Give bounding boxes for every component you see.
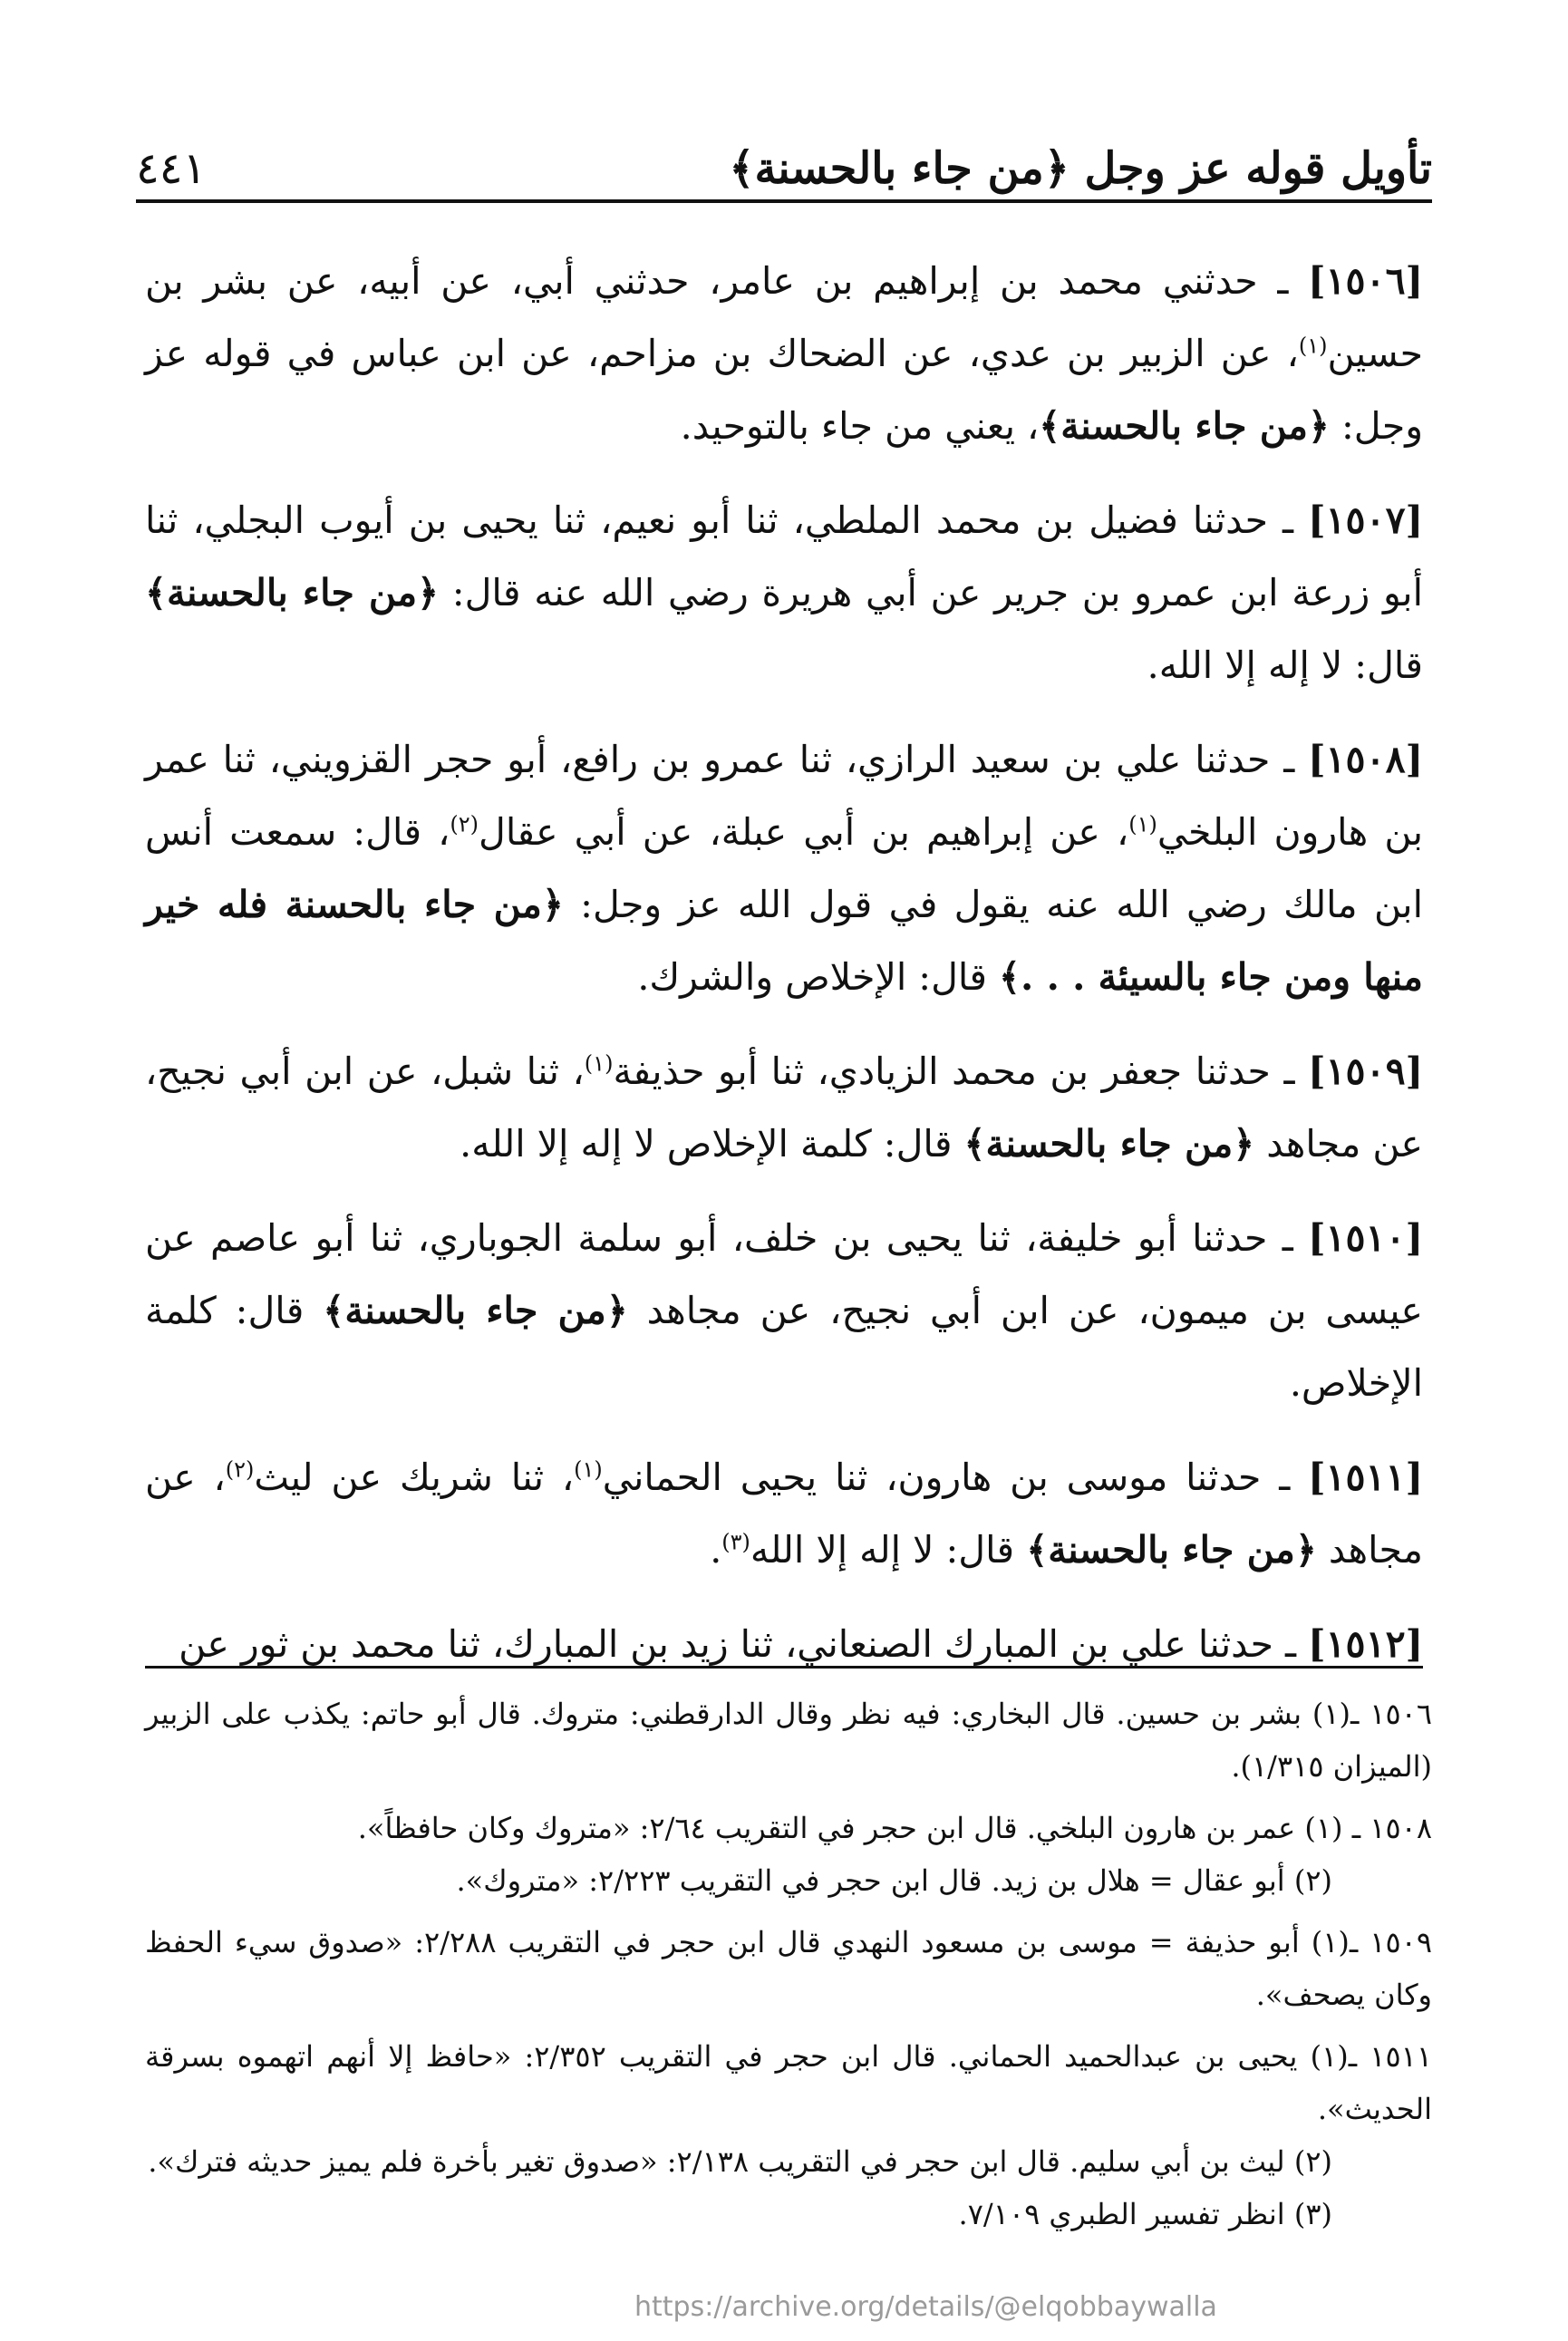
hadith-text: ، يعني من جاء بالتوحيد. bbox=[680, 404, 1040, 448]
footnote-marker: (١) bbox=[1128, 811, 1157, 837]
hadith-text: قال: لا إله إلا الله bbox=[750, 1528, 1027, 1572]
hadith-text: ، عن مجاهد bbox=[145, 1456, 1423, 1572]
quran-quote: ﴿من جاء بالحسنة﴾ bbox=[1026, 1528, 1317, 1572]
quran-quote: ﴿من جاء بالحسنة﴾ bbox=[145, 571, 440, 614]
hadith-number: [١٥١٢] bbox=[1308, 1622, 1423, 1666]
footnote-subtext: (٣) انظر تفسير الطبري ٧/١٠٩. bbox=[958, 2197, 1332, 2231]
hadith-number: [١٥٠٧] bbox=[1308, 498, 1423, 542]
hadith-text: قال: كلمة الإخلاص. bbox=[145, 1289, 1423, 1405]
hadith-number: [١٥١١] bbox=[1308, 1456, 1423, 1499]
footnote-marker: (١) bbox=[584, 1050, 614, 1077]
hadith-text: ، عن الزبير بن عدي، عن الضحاك بن مزاحم، عن ابن عباس في قوله عز وجل: bbox=[145, 332, 1423, 448]
quran-quote: ﴿من جاء بالحسنة﴾ bbox=[963, 1122, 1255, 1166]
hadith-number: [١٥٠٨] bbox=[1308, 738, 1423, 781]
footnote-1511 bbox=[145, 2030, 1432, 2240]
hadith-text: ـ حدثنا جعفر بن محمد الزيادي، ثنا أبو حذيفة bbox=[613, 1050, 1309, 1093]
footnotes bbox=[145, 1688, 1432, 2249]
hadith-number: [١٥٠٦] bbox=[1308, 259, 1423, 303]
footnote-marker: (٣) bbox=[721, 1529, 750, 1555]
footnote-divider bbox=[145, 1666, 1423, 1669]
hadith-text: . bbox=[710, 1528, 722, 1572]
hadith-text: ، قال: سمعت أنس ابن مالك رضي الله عنه يقول في قول الله عز وجل: bbox=[145, 810, 1423, 926]
hadith-text: ، ثنا شبل، عن ابن أبي نجيح، عن مجاهد bbox=[145, 1050, 1423, 1166]
hadith-text: ، عن إبراهيم بن أبي عبلة، عن أبي عقال bbox=[479, 810, 1129, 854]
quran-quote: ﴿من جاء بالحسنة فله خير منها ومن جاء بالسيئة . . .﴾ bbox=[145, 883, 1423, 999]
hadith-text: قال: كلمة الإخلاص لا إله إلا الله. bbox=[460, 1122, 964, 1166]
footnote-1509 bbox=[145, 1916, 1432, 2021]
hadith-1506 bbox=[145, 245, 1423, 462]
footnote-text: ١٥٠٨ ـ (١) عمر بن هارون البلخي. قال ابن حجر في التقريب ٢/٦٤: «متروك وكان حافظاً». bbox=[357, 1811, 1432, 1845]
hadith-text: ـ حدثنا موسى بن هارون، ثنا يحيى الحماني bbox=[602, 1456, 1309, 1499]
hadith-1507 bbox=[145, 484, 1423, 701]
footnote-marker: (١) bbox=[1298, 333, 1328, 359]
footnote-text: ١٥١١ ـ(١) يحيى بن عبدالحميد الحماني. قال ابن حجر في التقريب ٢/٣٥٢: «حافظ إلا أنهم اتهموه بسرقة الحديث». bbox=[145, 2039, 1432, 2126]
footnote-subtext: (٢) ليث بن أبي سليم. قال ابن حجر في التقريب ٢/١٣٨: «صدوق تغير بأخرة فلم يميز حديثه فترك». bbox=[148, 2144, 1332, 2179]
page-number: ٤٤١ bbox=[136, 143, 207, 194]
hadith-text: ـ حدثنا علي بن سعيد الرازي، ثنا عمرو بن رافع، أبو حجر القزويني، ثنا عمر بن هارون البلخي bbox=[145, 738, 1423, 854]
hadith-text: ـ حدثنا فضيل بن محمد الملطي، ثنا أبو نعيم، ثنا يحيى بن أيوب البجلي، ثنا أبو زرعة ابن عمرو بن جرير عن أبي هريرة رضي الله عنه قال: bbox=[145, 498, 1423, 614]
hadith-1508 bbox=[145, 723, 1423, 1013]
footnote-1506 bbox=[145, 1688, 1432, 1793]
hadith-text: ـ حدثنا علي بن المبارك الصنعاني، ثنا زيد بن المبارك، ثنا محمد بن ثور عن bbox=[179, 1622, 1309, 1666]
hadith-1512 bbox=[145, 1608, 1423, 1680]
page-header bbox=[136, 127, 1432, 203]
footnote-1508 bbox=[145, 1802, 1432, 1907]
hadith-text: ، ثنا شريك عن ليث bbox=[254, 1456, 575, 1499]
footnote-subtext: (٢) أبو عقال = هلال بن زيد. قال ابن حجر في التقريب ٢/٢٢٣: «متروك». bbox=[456, 1863, 1332, 1898]
hadith-number: [١٥١٠] bbox=[1308, 1216, 1423, 1260]
hadith-text: ـ حدثنا أبو خليفة، ثنا يحيى بن خلف، أبو سلمة الجوباري، ثنا أبو عاصم عن عيسى بن ميمون، عن ابن أبي نجيح، عن مجاهد bbox=[145, 1216, 1423, 1332]
footnote-text: ١٥٠٦ ـ(١) بشر بن حسين. قال البخاري: فيه نظر وقال الدارقطني: متروك. قال أبو حاتم: يكذب على الزبير (الميزان ١/٣١٥). bbox=[145, 1697, 1433, 1784]
footnote-marker: (٢) bbox=[450, 811, 479, 837]
hadith-text: قال: لا إله إلا الله. bbox=[1147, 643, 1423, 687]
footnote-marker: (١) bbox=[574, 1456, 603, 1483]
quran-quote: ﴿من جاء بالحسنة﴾ bbox=[1039, 404, 1330, 448]
hadith-1511 bbox=[145, 1441, 1423, 1586]
hadith-number: [١٥٠٩] bbox=[1308, 1050, 1423, 1093]
running-title: تأويل قوله عز وجل ﴿من جاء بالحسنة﴾ bbox=[729, 143, 1432, 194]
footnote-text: ١٥٠٩ ـ(١) أبو حذيفة = موسى بن مسعود النهدي قال ابن حجر في التقريب ٢/٢٨٨: «صدوق سيء الحفظ وكان يصحف». bbox=[145, 1925, 1433, 2012]
footnote-marker: (٢) bbox=[225, 1456, 255, 1483]
main-text bbox=[145, 245, 1423, 1702]
hadith-1510 bbox=[145, 1202, 1423, 1419]
hadith-text: قال: الإخلاص والشرك. bbox=[637, 955, 999, 999]
quran-quote: ﴿من جاء بالحسنة﴾ bbox=[323, 1289, 628, 1332]
watermark-url: https://archive.org/details/@elqobbaywalla bbox=[634, 2291, 1217, 2323]
hadith-text: ـ حدثني محمد بن إبراهيم بن عامر، حدثني أبي، عن أبيه، عن بشر بن حسين bbox=[145, 259, 1423, 375]
hadith-1509 bbox=[145, 1035, 1423, 1180]
